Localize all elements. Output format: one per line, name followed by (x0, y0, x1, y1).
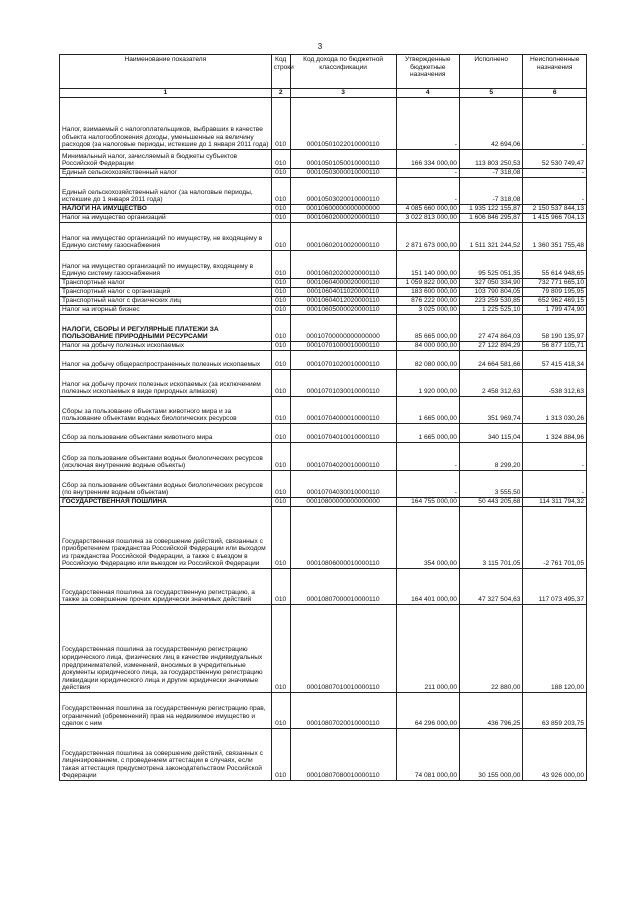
executed-amount-cell: 50 443 205,68 (459, 498, 522, 507)
kbk-code-cell: 00010604000020000110 (290, 279, 396, 288)
approved-amount-cell: 166 334 000,00 (396, 150, 459, 169)
table-row (60, 251, 587, 279)
executed-amount-cell: 3 115 701,05 (459, 507, 522, 569)
header-kbk: Код дохода по бюджетной классификации (290, 55, 396, 89)
header-unexecuted: Неисполненные назначения (523, 55, 587, 89)
line-code-cell: 010 (271, 150, 290, 169)
executed-amount-cell: 1 225 525,10 (459, 306, 522, 315)
executed-amount-cell: 22 880,00 (459, 605, 522, 693)
column-index-row (60, 89, 587, 98)
table-row (60, 397, 587, 424)
approved-amount-cell: 164 401 000,00 (396, 569, 459, 605)
indicator-name-cell: Минимальный налог, зачисляемый в бюджеты субъектов Российской Федерации (60, 150, 272, 169)
executed-amount-cell: 340 115,04 (459, 424, 522, 443)
unexecuted-amount-cell: - (523, 471, 587, 498)
kbk-code-cell: 00010701030010000110 (290, 370, 396, 397)
unexecuted-amount-cell: 55 614 948,65 (523, 251, 587, 279)
indicator-name-cell: Сбор за пользование объектами животного мира (60, 424, 272, 443)
kbk-code-cell: 00010602020020000110 (290, 251, 396, 279)
kbk-code-cell: 00010701020010000110 (290, 351, 396, 370)
line-code-cell: 010 (271, 729, 290, 781)
approved-amount-cell: 85 665 000,00 (396, 315, 459, 342)
approved-amount-cell: 82 080 000,00 (396, 351, 459, 370)
executed-amount-cell: -7 318,08 (459, 178, 522, 205)
line-code-cell: 010 (271, 443, 290, 471)
kbk-code-cell: 00010602010020000110 (290, 223, 396, 251)
line-code-cell: 010 (271, 178, 290, 205)
unexecuted-amount-cell: 732 771 665,10 (523, 279, 587, 288)
column-index: 4 (396, 89, 459, 98)
indicator-name-cell: Сбор за пользование объектами водных биологических ресурсов (по внутренним водным объектам) (60, 471, 272, 498)
line-code-cell: 010 (271, 569, 290, 605)
executed-amount-cell: 27 474 864,03 (459, 315, 522, 342)
line-code-cell: 010 (271, 315, 290, 342)
unexecuted-amount-cell: 1 324 884,96 (523, 424, 587, 443)
table-row (60, 169, 587, 178)
approved-amount-cell: 211 000,00 (396, 605, 459, 693)
indicator-name-cell: Транспортный налог с организаций (60, 288, 272, 297)
line-code-cell: 010 (271, 397, 290, 424)
line-code-cell: 010 (271, 498, 290, 507)
approved-amount-cell: 3 025 000,00 (396, 306, 459, 315)
line-code-cell: 010 (271, 223, 290, 251)
table-row (60, 223, 587, 251)
table-row (60, 605, 587, 693)
unexecuted-amount-cell: 56 877 105,71 (523, 342, 587, 351)
approved-amount-cell: 183 600 000,00 (396, 288, 459, 297)
line-code-cell: 010 (271, 306, 290, 315)
executed-amount-cell: -7 318,08 (459, 169, 522, 178)
kbk-code-cell: 00010807000010000110 (290, 569, 396, 605)
table-row (60, 471, 587, 498)
indicator-name-cell: Сбор за пользование объектами водных биологических ресурсов (исключая внутренние водные объекты) (60, 443, 272, 471)
table-row (60, 342, 587, 351)
indicator-name-cell: Налог на имущество организаций по имуществу, входящему в Единую систему газоснабжения (60, 251, 272, 279)
indicator-name-cell: Сборы за пользование объектами животного мира и за пользование объектами водных биологических ресурсов (60, 397, 272, 424)
line-code-cell: 010 (271, 279, 290, 288)
table-row (60, 150, 587, 169)
unexecuted-amount-cell: 2 150 537 844,13 (523, 205, 587, 214)
header-approved: Утвержденные бюджетные назначения (396, 55, 459, 89)
indicator-name-cell: Транспортный налог (60, 279, 272, 288)
line-code-cell: 010 (271, 507, 290, 569)
kbk-code-cell: 00010602000020000110 (290, 214, 396, 223)
table-row (60, 279, 587, 288)
approved-amount-cell: - (396, 169, 459, 178)
approved-amount-cell: 74 081 000,00 (396, 729, 459, 781)
line-code-cell: 010 (271, 471, 290, 498)
executed-amount-cell: 436 796,25 (459, 693, 522, 729)
table-row (60, 205, 587, 214)
unexecuted-amount-cell: 652 962 469,15 (523, 297, 587, 306)
table-row (60, 297, 587, 306)
indicator-name-cell: Налог на имущество организаций (60, 214, 272, 223)
executed-amount-cell: 42 694,06 (459, 98, 522, 150)
table-row (60, 507, 587, 569)
kbk-code-cell: 00010704030010000110 (290, 471, 396, 498)
header-code: Код строки (271, 55, 290, 89)
table-row (60, 443, 587, 471)
kbk-code-cell: 00010605000020000110 (290, 306, 396, 315)
kbk-code-cell: 00010807010010000110 (290, 605, 396, 693)
column-index: 6 (523, 89, 587, 98)
column-index: 5 (459, 89, 522, 98)
table-row (60, 315, 587, 342)
approved-amount-cell: 3 022 813 000,00 (396, 214, 459, 223)
kbk-code-cell: 00010704010010000110 (290, 424, 396, 443)
line-code-cell: 010 (271, 251, 290, 279)
unexecuted-amount-cell: 63 859 203,75 (523, 693, 587, 729)
indicator-name-cell: Налог на добычу общераспространенных полезных ископаемых (60, 351, 272, 370)
approved-amount-cell: 64 296 000,00 (396, 693, 459, 729)
column-index: 1 (60, 89, 272, 98)
executed-amount-cell: 1 511 321 244,52 (459, 223, 522, 251)
column-index: 3 (290, 89, 396, 98)
indicator-name-cell: Государственная пошлина за государственную регистрацию прав, ограничений (обременений) прав на недвижимое имущество и сделок с ним (60, 693, 272, 729)
page-number: 3 (317, 42, 323, 51)
table-row (60, 424, 587, 443)
line-code-cell: 010 (271, 98, 290, 150)
unexecuted-amount-cell: 1 799 474,90 (523, 306, 587, 315)
table-row (60, 351, 587, 370)
table-body (60, 98, 587, 781)
kbk-code-cell: 00010600000000000000 (290, 205, 396, 214)
indicator-name-cell: Единый сельскохозяйственный налог (за налоговые периоды, истекшие до 1 января 2011 года) (60, 178, 272, 205)
approved-amount-cell: - (396, 98, 459, 150)
kbk-code-cell: 00010701000010000110 (290, 342, 396, 351)
executed-amount-cell: 3 555,50 (459, 471, 522, 498)
indicator-name-cell: Государственная пошлина за совершение действий, связанных с лицензированием, с проведением аттестации в случаях, если такая аттестация предусмотрена законодательством Российской Федерации (60, 729, 272, 781)
indicator-name-cell: Государственная пошлина за государственную регистрацию, а также за совершение прочих юридически значимых действий (60, 569, 272, 605)
executed-amount-cell: 30 155 000,00 (459, 729, 522, 781)
executed-amount-cell: 95 525 051,35 (459, 251, 522, 279)
line-code-cell: 010 (271, 205, 290, 214)
table-row (60, 98, 587, 150)
line-code-cell: 010 (271, 370, 290, 397)
indicator-name-cell: Государственная пошлина за совершение действий, связанных с приобретением гражданства Российской Федерации или выходом из гражданства Российской Федерации, а также с въездом в Российскую Федерацию или выездом из Российской Федерации (60, 507, 272, 569)
unexecuted-amount-cell: 1 313 030,26 (523, 397, 587, 424)
indicator-name-cell: Государственная пошлина за государственную регистрацию юридического лица, физических лиц в качестве индивидуальных предпринимателей, изменений, вносимых в учредительные документы юридического лица, за государственную регистрацию ликвидации юридического лица и другие юридически значимые действия (60, 605, 272, 693)
header-name: Наименование показателя (60, 55, 272, 89)
unexecuted-amount-cell: -2 761 701,05 (523, 507, 587, 569)
table-row (60, 306, 587, 315)
indicator-name-cell: Единый сельскохозяйственный налог (60, 169, 272, 178)
unexecuted-amount-cell: 114 311 794,32 (523, 498, 587, 507)
table-row (60, 178, 587, 205)
executed-amount-cell: 2 458 312,63 (459, 370, 522, 397)
approved-amount-cell: - (396, 471, 459, 498)
unexecuted-amount-cell: 52 530 749,47 (523, 150, 587, 169)
line-code-cell: 010 (271, 342, 290, 351)
table-row (60, 569, 587, 605)
executed-amount-cell: 1 935 122 155,87 (459, 205, 522, 214)
approved-amount-cell: 1 920 000,00 (396, 370, 459, 397)
approved-amount-cell: 164 755 000,00 (396, 498, 459, 507)
kbk-code-cell: 00010807080010000110 (290, 729, 396, 781)
kbk-code-cell: 00010501050010000110 (290, 150, 396, 169)
kbk-code-cell: 00010704020010000110 (290, 443, 396, 471)
approved-amount-cell: 2 871 673 000,00 (396, 223, 459, 251)
approved-amount-cell: 84 000 000,00 (396, 342, 459, 351)
unexecuted-amount-cell: - (523, 98, 587, 150)
approved-amount-cell: - (396, 443, 459, 471)
line-code-cell: 010 (271, 693, 290, 729)
table-row (60, 498, 587, 507)
kbk-code-cell: 00010807020010000110 (290, 693, 396, 729)
kbk-code-cell: 00010604011020000110 (290, 288, 396, 297)
unexecuted-amount-cell: -538 312,63 (523, 370, 587, 397)
executed-amount-cell: 47 327 504,63 (459, 569, 522, 605)
executed-amount-cell: 24 664 581,66 (459, 351, 522, 370)
indicator-name-cell: НАЛОГИ, СБОРЫ И РЕГУЛЯРНЫЕ ПЛАТЕЖИ ЗА ПОЛЬЗОВАНИЕ ПРИРОДНЫМИ РЕСУРСАМИ (60, 315, 272, 342)
kbk-code-cell: 00010501022010000110 (290, 98, 396, 150)
indicator-name-cell: Налог, взимаемый с налогоплательщиков, выбравших в качестве объекта налогообложения доходы, уменьшенные на величину расходов (за налоговые периоды, истекшие до 1 января 2011 года) (60, 98, 272, 150)
unexecuted-amount-cell: - (523, 178, 587, 205)
executed-amount-cell: 1 606 846 295,87 (459, 214, 522, 223)
line-code-cell: 010 (271, 297, 290, 306)
unexecuted-amount-cell: 79 809 195,95 (523, 288, 587, 297)
kbk-code-cell: 00010503020010000110 (290, 178, 396, 205)
unexecuted-amount-cell: 117 073 495,37 (523, 569, 587, 605)
unexecuted-amount-cell: 58 190 135,97 (523, 315, 587, 342)
line-code-cell: 010 (271, 169, 290, 178)
approved-amount-cell: 4 085 660 000,00 (396, 205, 459, 214)
kbk-code-cell: 00010700000000000000 (290, 315, 396, 342)
approved-amount-cell: 354 000,00 (396, 507, 459, 569)
table-row (60, 288, 587, 297)
table-row (60, 214, 587, 223)
indicator-name-cell: Налог на имущество организаций по имуществу, не входящему в Единую систему газоснабжения (60, 223, 272, 251)
indicator-name-cell: Транспортный налог с физических лиц (60, 297, 272, 306)
indicator-name-cell: НАЛОГИ НА ИМУЩЕСТВО (60, 205, 272, 214)
indicator-name-cell: Налог на добычу прочих полезных ископаемых (за исключением полезных ископаемых в виде природных алмазов) (60, 370, 272, 397)
budget-execution-table (59, 54, 587, 781)
kbk-code-cell: 00010800000000000000 (290, 498, 396, 507)
kbk-code-cell: 00010604012020000110 (290, 297, 396, 306)
header-row (60, 55, 587, 89)
indicator-name-cell: ГОСУДАРСТВЕННАЯ ПОШЛИНА (60, 498, 272, 507)
approved-amount-cell: 1 665 000,00 (396, 424, 459, 443)
executed-amount-cell: 113 803 250,53 (459, 150, 522, 169)
approved-amount-cell: - (396, 178, 459, 205)
executed-amount-cell: 103 790 804,05 (459, 288, 522, 297)
table-row (60, 370, 587, 397)
table-row (60, 693, 587, 729)
line-code-cell: 010 (271, 288, 290, 297)
unexecuted-amount-cell: 43 926 000,00 (523, 729, 587, 781)
unexecuted-amount-cell: 57 415 418,34 (523, 351, 587, 370)
kbk-code-cell: 00010704000010000110 (290, 397, 396, 424)
approved-amount-cell: 1 059 822 000,00 (396, 279, 459, 288)
header-executed: Исполнено (459, 55, 522, 89)
approved-amount-cell: 151 140 000,00 (396, 251, 459, 279)
line-code-cell: 010 (271, 351, 290, 370)
approved-amount-cell: 876 222 000,00 (396, 297, 459, 306)
executed-amount-cell: 8 299,20 (459, 443, 522, 471)
executed-amount-cell: 223 259 530,85 (459, 297, 522, 306)
executed-amount-cell: 351 969,74 (459, 397, 522, 424)
unexecuted-amount-cell: 1 360 351 755,48 (523, 223, 587, 251)
approved-amount-cell: 1 665 000,00 (396, 397, 459, 424)
unexecuted-amount-cell: 188 120,00 (523, 605, 587, 693)
unexecuted-amount-cell: - (523, 169, 587, 178)
indicator-name-cell: Налог на добычу полезных ископаемых (60, 342, 272, 351)
line-code-cell: 010 (271, 424, 290, 443)
executed-amount-cell: 27 122 894,29 (459, 342, 522, 351)
column-index: 2 (271, 89, 290, 98)
kbk-code-cell: 00010503000010000110 (290, 169, 396, 178)
unexecuted-amount-cell: - (523, 443, 587, 471)
indicator-name-cell: Налог на игорный бизнес (60, 306, 272, 315)
table-row (60, 729, 587, 781)
unexecuted-amount-cell: 1 415 966 704,13 (523, 214, 587, 223)
executed-amount-cell: 327 050 334,90 (459, 279, 522, 288)
kbk-code-cell: 00010806000010000110 (290, 507, 396, 569)
line-code-cell: 010 (271, 214, 290, 223)
line-code-cell: 010 (271, 605, 290, 693)
